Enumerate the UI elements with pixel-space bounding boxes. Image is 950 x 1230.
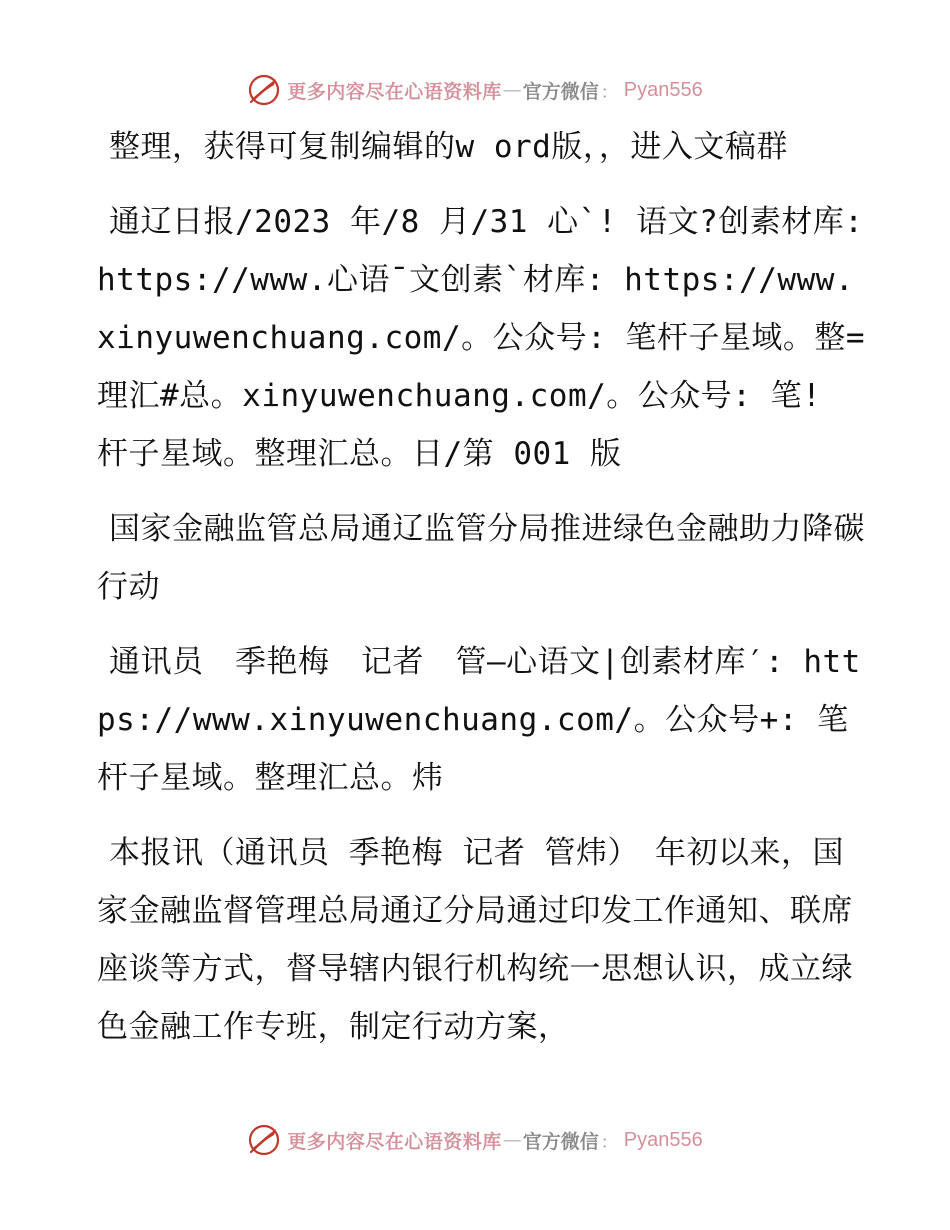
document-body bbox=[97, 118, 867, 1073]
banner-dash: — bbox=[502, 79, 522, 101]
banner-separator: ： bbox=[600, 1132, 618, 1153]
banner-wechat-label: 官方微信 bbox=[522, 1130, 599, 1153]
banner-main-text: 更多内容尽在心语资料库 bbox=[287, 1130, 502, 1153]
pen-logo-icon bbox=[247, 1123, 281, 1157]
banner-wechat-id: Pyan556 bbox=[623, 78, 703, 101]
banner-wechat-id: Pyan556 bbox=[623, 1128, 703, 1151]
paragraph-byline: 通讯员 季艳梅 记者 管—心语文|创素材库′: https://www.xinyuwenchuang.com/。公众号+: 笔杆子星域。整理汇总。炜 bbox=[97, 644, 861, 796]
banner-dash: — bbox=[502, 1129, 522, 1151]
paragraph-intro: 整理，获得可复制编辑的w ord版，，进入文稿群 bbox=[109, 129, 788, 165]
header-watermark-banner bbox=[0, 72, 950, 108]
footer-watermark-banner bbox=[0, 1122, 950, 1158]
pen-logo-icon bbox=[247, 73, 281, 107]
article-headline: 国家金融监管总局通辽监管分局推进绿色金融助力降碳行动 bbox=[97, 511, 865, 605]
banner-wechat-label: 官方微信 bbox=[522, 80, 599, 103]
paragraph-source: 通辽日报/2023 年/8 月/31 心`! 语文?创素材库: https://www.心语¯文创素`材库: https://www.xinyuwenchuang.com/。公众号: 笔杆子星域。整=理汇#总。xinyuwenchuang.com/。公众号: 笔! 杆子星域。整理汇总。日/第 001 版 bbox=[97, 204, 866, 472]
banner-separator: ： bbox=[600, 82, 618, 103]
banner-main-text: 更多内容尽在心语资料库 bbox=[287, 80, 502, 103]
paragraph-body: 本报讯（通讯员 季艳梅 记者 管炜） 年初以来，国家金融监督管理总局通辽分局通过印发工作通知、联席座谈等方式，督导辖内银行机构统一思想认识，成立绿色金融工作专班，制定行动方案， bbox=[97, 835, 853, 1045]
